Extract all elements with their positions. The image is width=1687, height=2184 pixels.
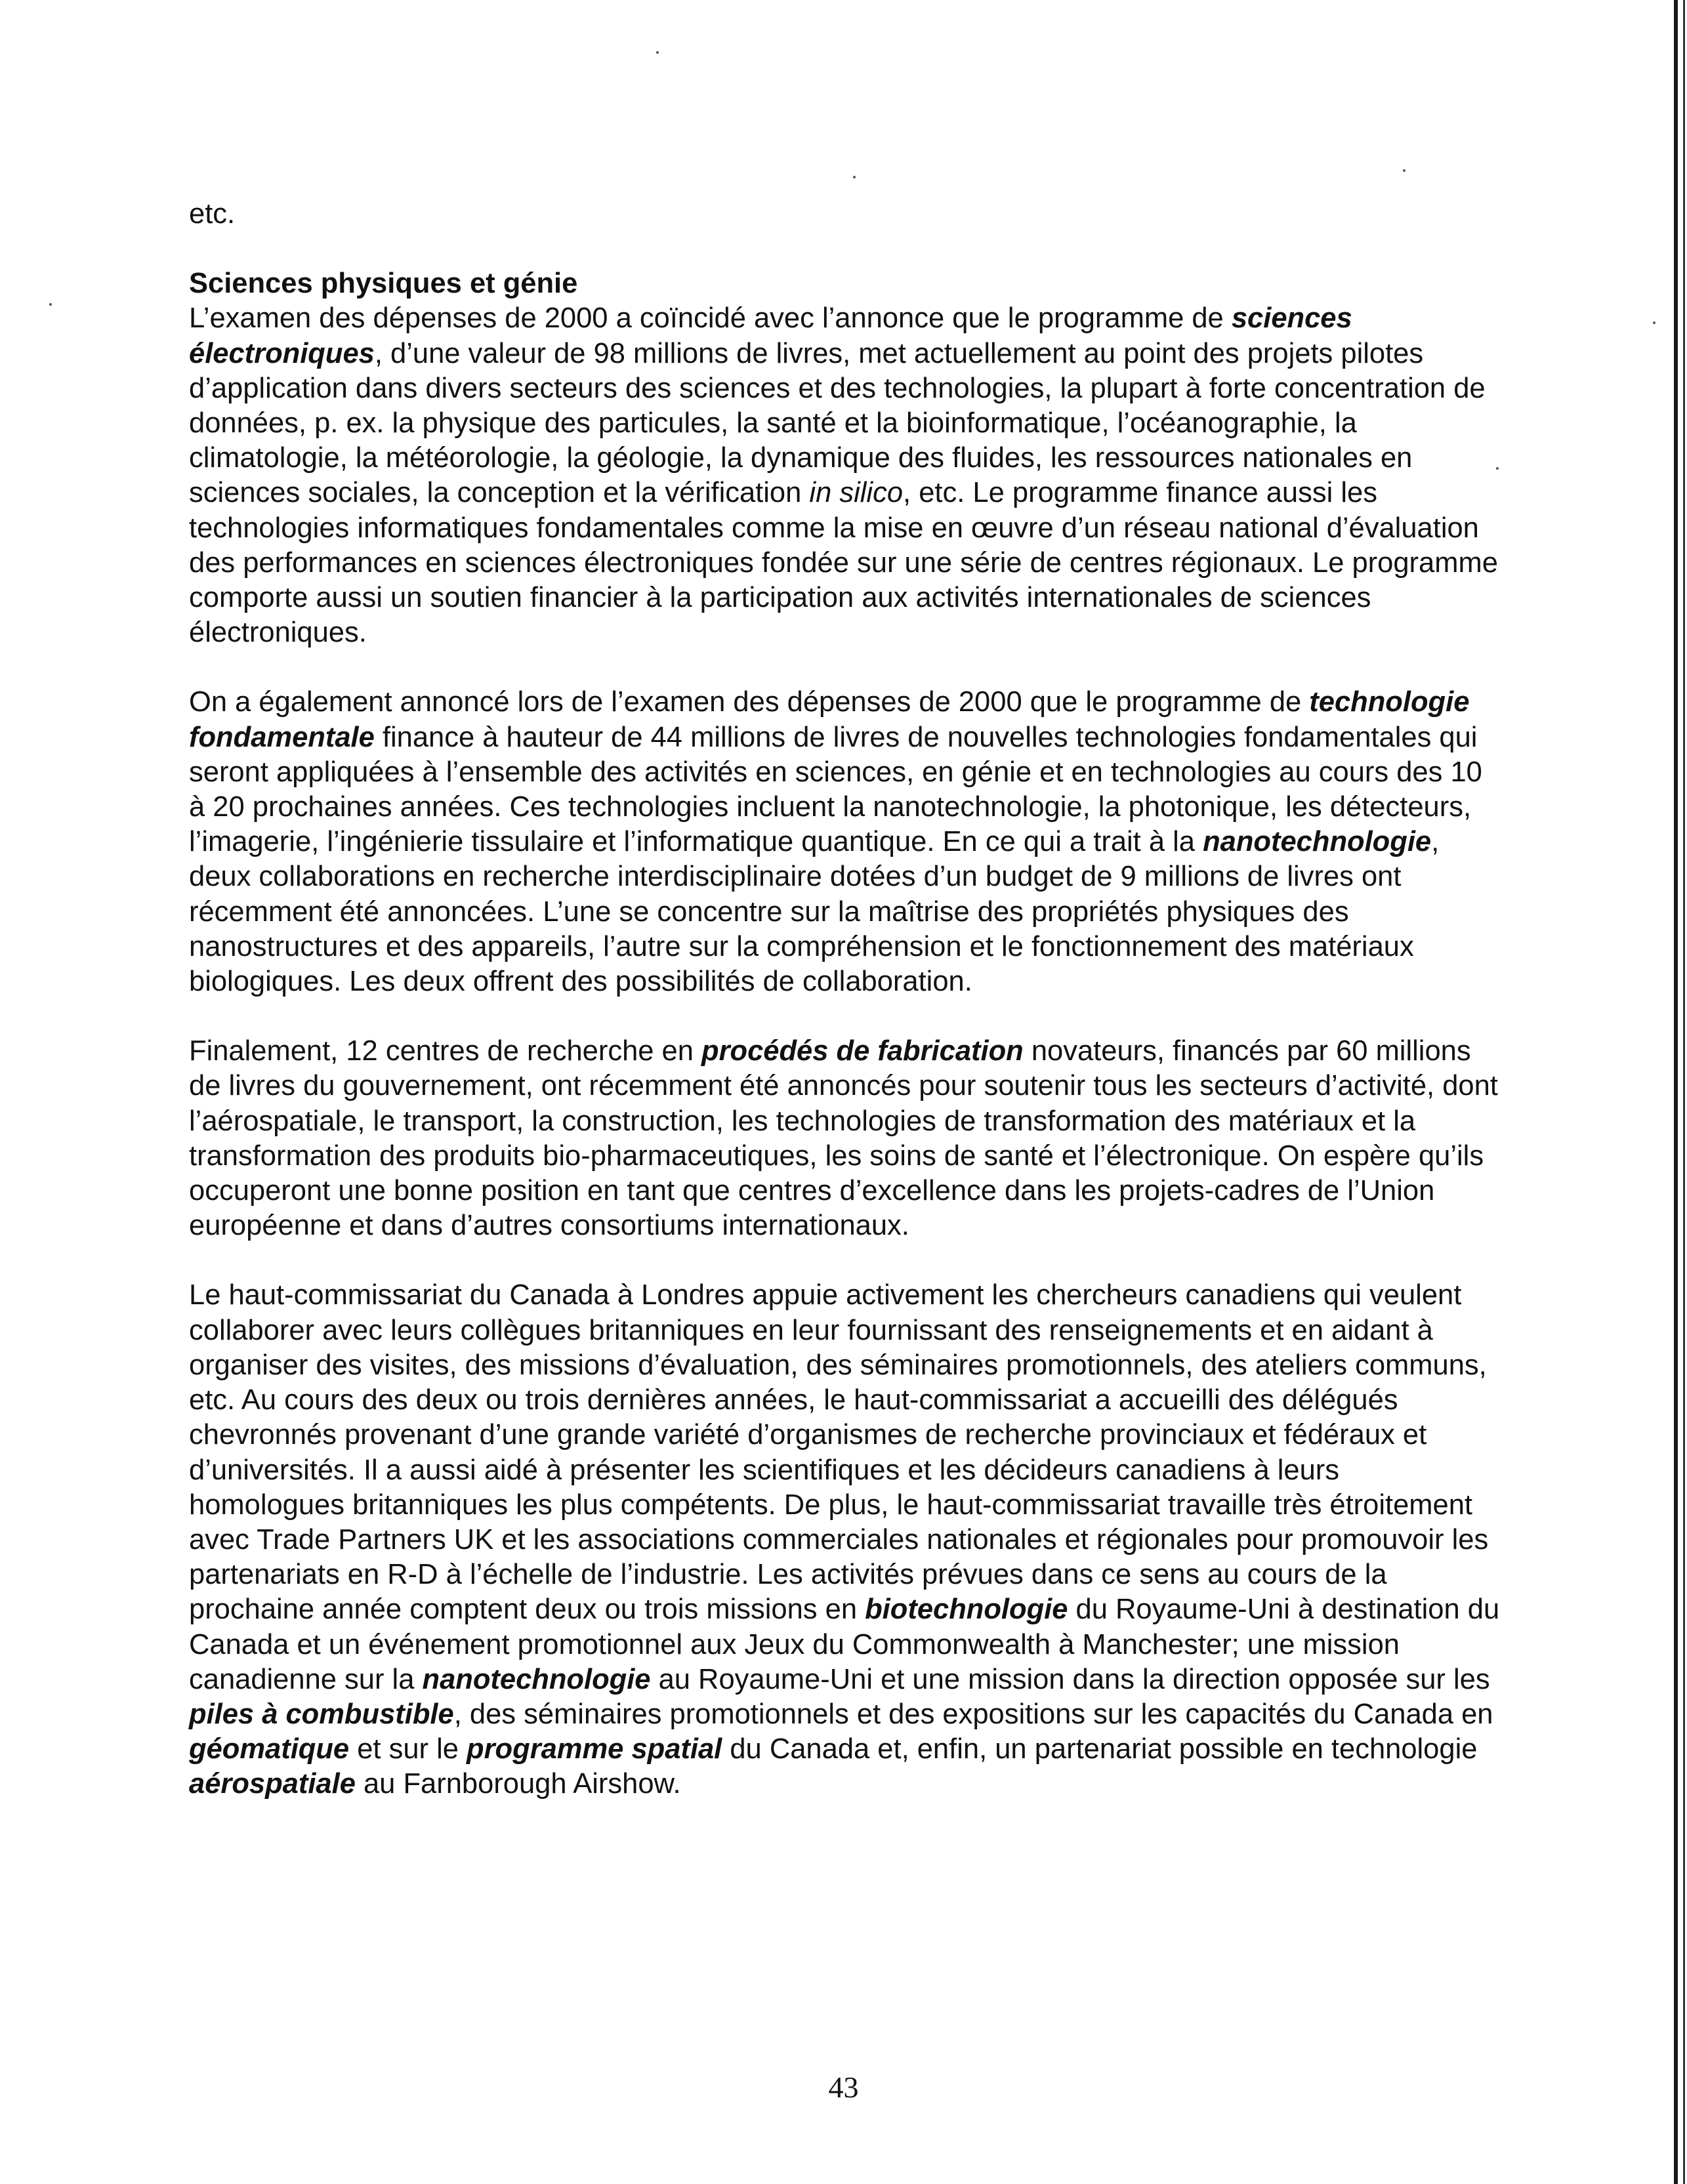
keyword-emphasis: piles à combustible — [189, 1698, 454, 1730]
paragraph — [189, 1278, 1501, 1802]
scan-speck — [49, 303, 52, 306]
paragraph-text: du Canada et, enfin, un partenariat possible en technologie — [722, 1733, 1478, 1765]
italic-text: in silico — [809, 477, 904, 509]
paragraph-text: novateurs, financés par 60 millions de livres du gouvernement, ont récemment été annoncés pour soutenir tous les secteurs d’activité, dont l’aérospatiale, le transport, la construction, les technologies de transformation des matériaux et la transformation des produits bio-pharmaceutiques, les soins de santé et l’électronique. On espère qu’ils occuperont une bonne position en tant que centres d’excellence dans les projets-cadres de l’Union européenne et dans d’autres consortiums internationaux. — [189, 1035, 1498, 1242]
paragraph-text: , d’une valeur de 98 millions de livres, met actuellement au point des projets pilotes d’application dans divers secteurs des sciences et des technologies, la plupart à forte concentration de données, p. ex. la physique des particules, la santé et la bioinformatique, l’océanographie, la climatologie, la météorologie, la géologie, la dynamique des fluides, les ressources nationales en sciences sociales, la conception et la vérification — [189, 337, 1486, 509]
keyword-emphasis: nanotechnologie — [422, 1663, 651, 1695]
paragraph-text: au Farnborough Airshow. — [355, 1768, 681, 1800]
scan-speck — [656, 51, 659, 54]
paragraph-text: Finalement, 12 centres de recherche en — [189, 1035, 702, 1067]
lead-text: etc. — [189, 198, 236, 230]
keyword-emphasis: technologie fondamentale — [189, 686, 1470, 753]
scan-speck — [1653, 321, 1656, 324]
scan-border-line — [1674, 0, 1678, 2184]
paragraph-text: finance à hauteur de 44 millions de livres de nouvelles technologies fondamentales qui seront appliquées à l’ensemble des activités en sciences, en génie et en technologies au cours des 10 à 20 prochaines années. Ces technologies incluent la nanotechnologie, la photonique, les détecteurs, l’imagerie, l’ingénierie tissulaire et l’informatique quantique. En ce qui a trait à la — [189, 721, 1482, 858]
scan-speck — [1403, 169, 1406, 172]
section-heading: Sciences physiques et génie — [189, 268, 578, 300]
paragraph-text: et sur le — [349, 1733, 467, 1765]
scan-speck — [853, 176, 856, 178]
document-body — [189, 197, 1501, 1837]
paragraph-text: , des séminaires promotionnels et des expositions sur les capacités du Canada en — [453, 1698, 1493, 1730]
scan-border-line-outer — [1683, 0, 1685, 2184]
paragraph-text: du Royaume-Uni à destination du Canada et un événement promotionnel aux Jeux du Commonwealth à Manchester; une mission canadienne sur la — [189, 1594, 1500, 1695]
paragraph-text: , deux collaborations en recherche interdisciplinaire dotées d’un budget de 9 millions de livres ont récemment été annoncées. L’une se concentre sur la maîtrise des propriétés physiques des nanostructures et des appareils, l’autre sur la compréhension et le fonctionnement des matériaux biologiques. Les deux offrent des possibilités de collaboration. — [189, 826, 1440, 998]
paragraph — [189, 685, 1501, 999]
paragraph — [189, 301, 1501, 650]
keyword-emphasis: aérospatiale — [189, 1768, 356, 1800]
paragraph-text: Le haut-commissariat du Canada à Londres appuie activement les chercheurs canadiens qui veulent collaborer avec leurs collègues britanniques en leur fournissant des renseignements et en aidant à organiser des visites, des missions d’évaluation, des séminaires promotionnels, des ateliers communs, etc. Au cours des deux ou trois dernières années, le haut-commissariat a accueilli des délégués chevronnés provenant d’une grande variété d’organismes de recherche provinciaux et fédéraux et d’universités. Il a aussi aidé à présenter les scientifiques et les décideurs canadiens à leurs homologues britanniques les plus compétents. De plus, le haut-commissariat travaille très étroitement avec Trade Partners UK et les associations commerciales nationales et régionales pour promouvoir les partenariats en R-D à l’échelle de l’industrie. Les activités prévues dans ce sens au cours de la prochaine année comptent deux ou trois missions en — [189, 1279, 1489, 1626]
paragraph-text: On a également annoncé lors de l’examen des dépenses de 2000 que le programme de — [189, 686, 1310, 718]
paragraph-text: , etc. Le programme finance aussi les technologies informatiques fondamentales comme la mise en œuvre d’un réseau national d’évaluation des performances en sciences électroniques fondée sur une série de centres régionaux. Le programme comporte aussi un soutien financier à la participation aux activités internationales de sciences électroniques. — [189, 477, 1498, 649]
keyword-emphasis: géomatique — [189, 1733, 350, 1765]
paragraph-text: au Royaume-Uni et une mission dans la direction opposée sur les — [650, 1663, 1490, 1695]
paragraph-text: L’examen des dépenses de 2000 a coïncidé avec l’annonce que le programme de — [189, 302, 1232, 335]
keyword-emphasis: biotechnologie — [865, 1594, 1068, 1626]
paragraph — [189, 1034, 1501, 1243]
page-number: 43 — [828, 2071, 859, 2104]
keyword-emphasis: programme spatial — [467, 1733, 722, 1765]
keyword-emphasis: procédés de fabrication — [701, 1035, 1024, 1067]
keyword-emphasis: sciences électroniques — [189, 302, 1352, 369]
keyword-emphasis: nanotechnologie — [1203, 826, 1432, 858]
